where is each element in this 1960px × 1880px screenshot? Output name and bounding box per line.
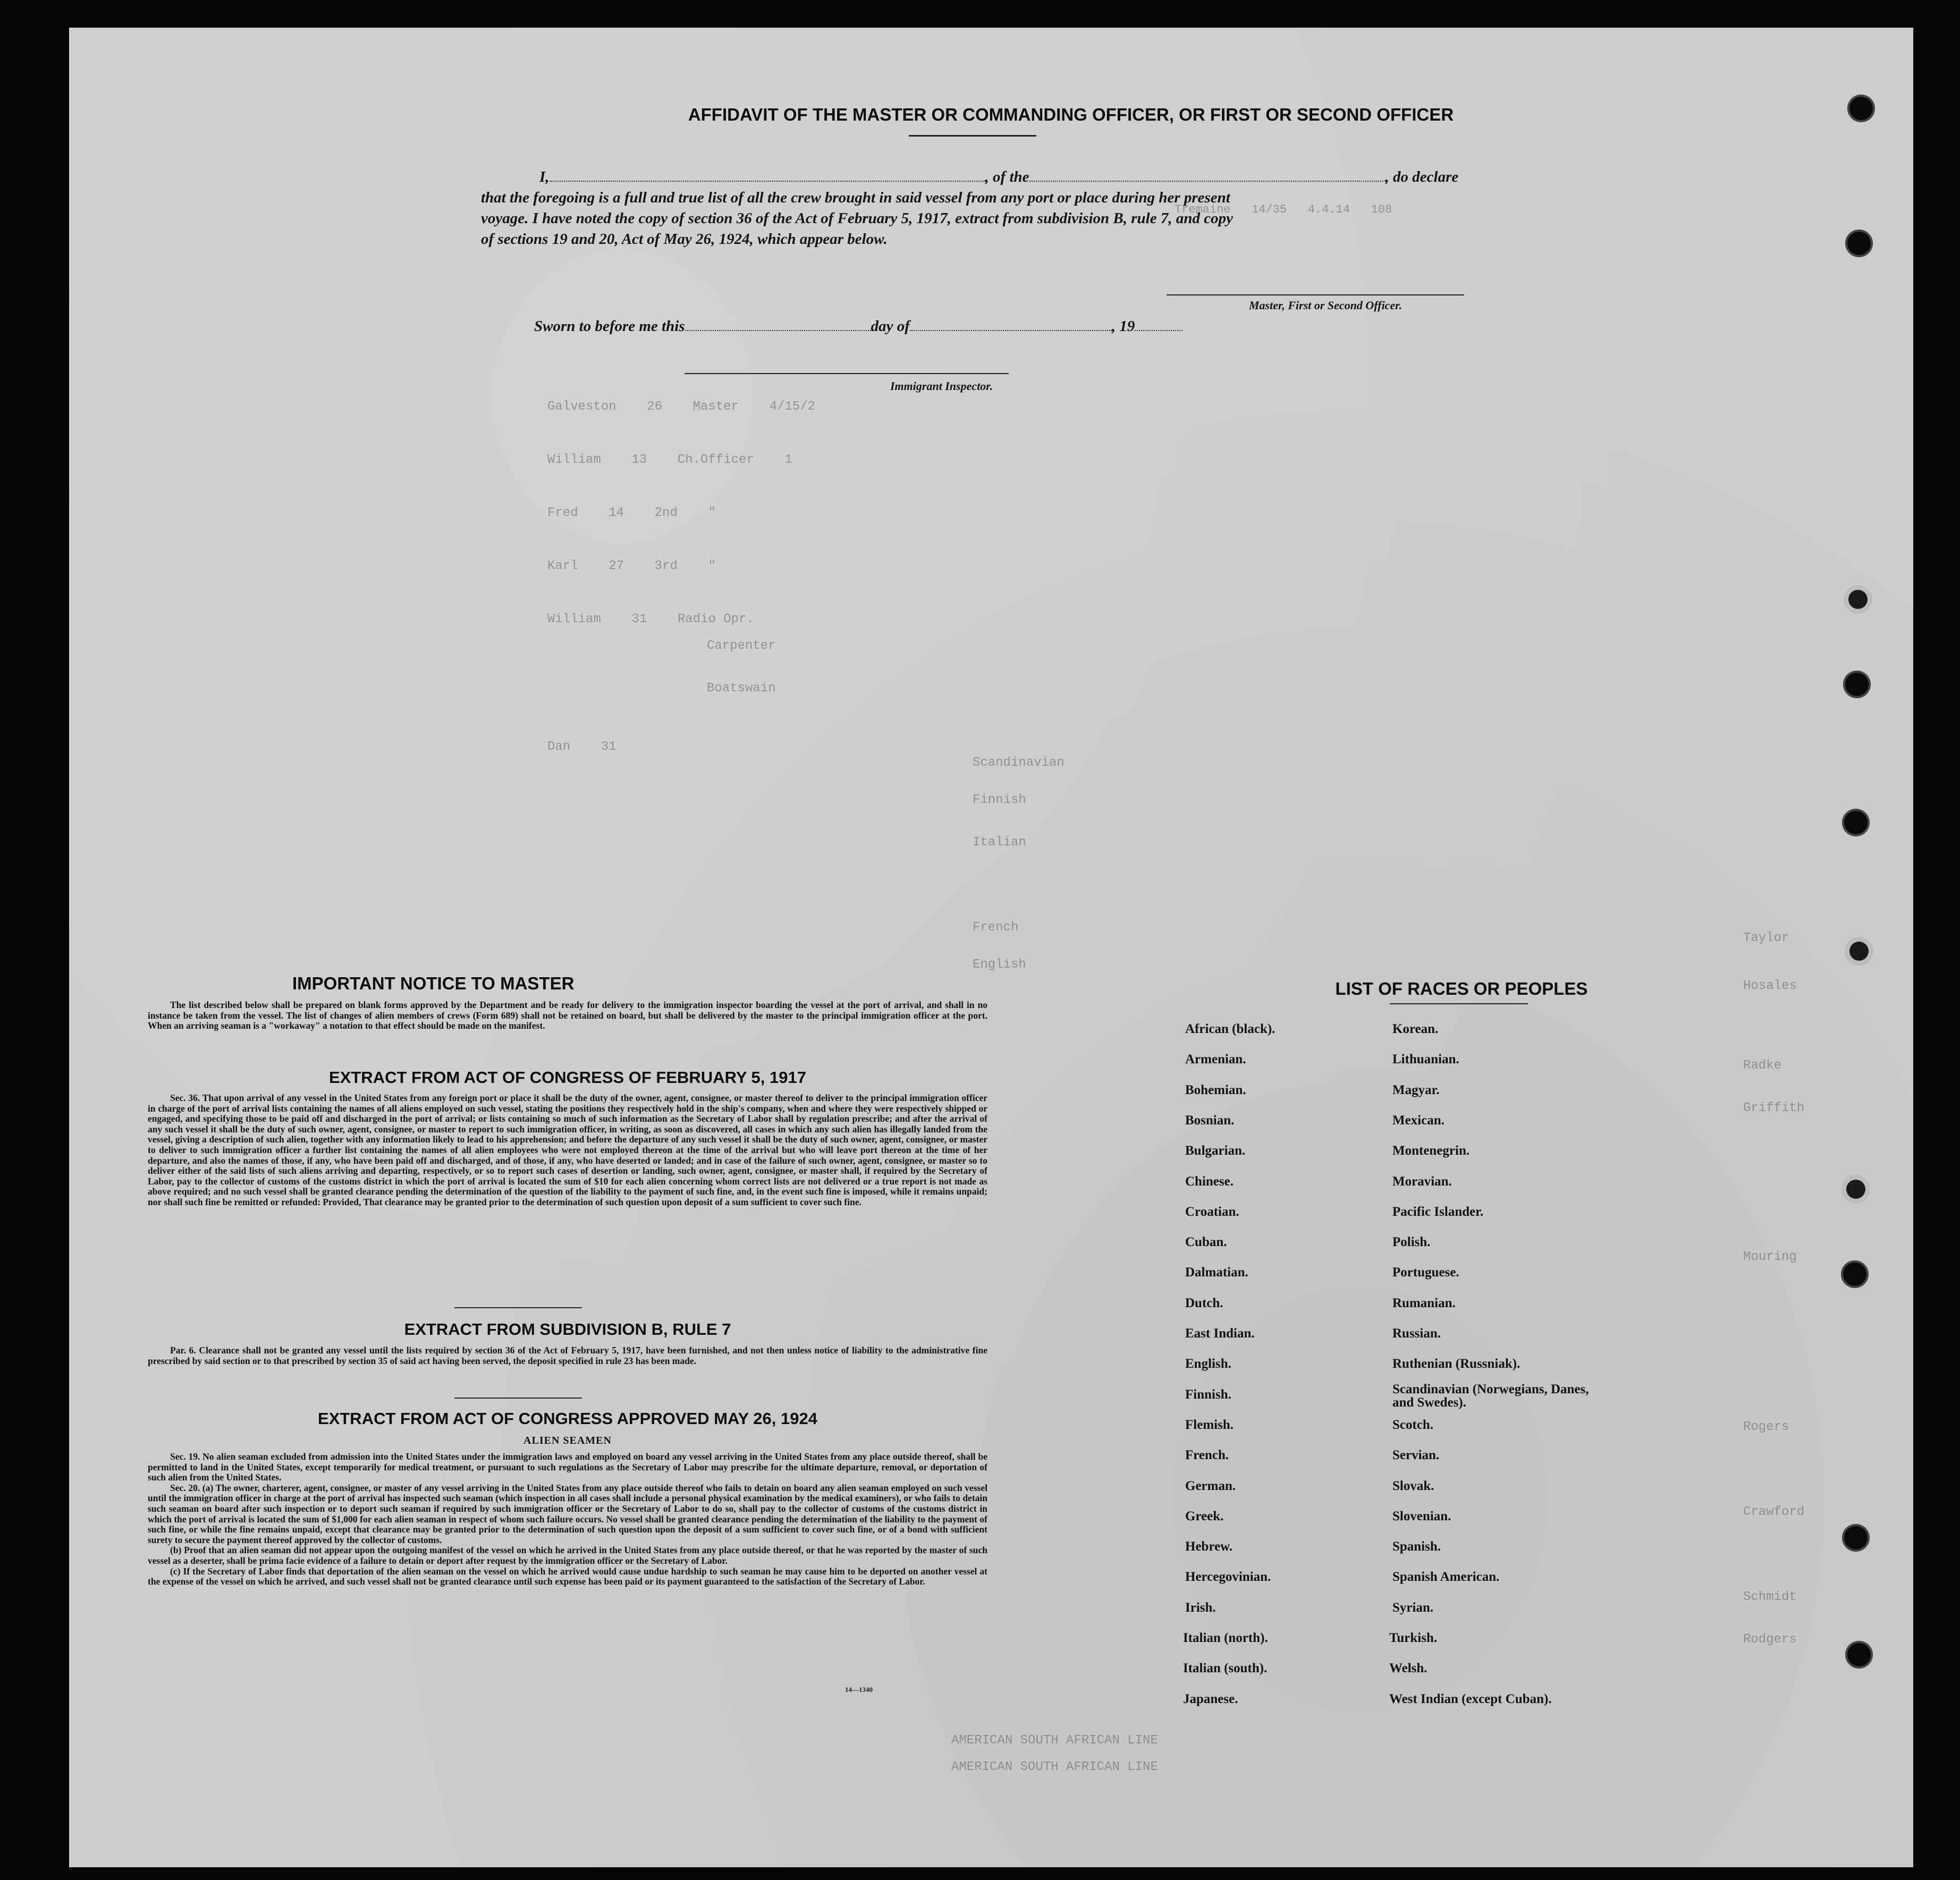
binder-hole-icon [1844, 586, 1872, 613]
race-item: Turkish. [1389, 1631, 1438, 1645]
race-item: Bulgarian. [1185, 1144, 1246, 1158]
extract-1917-text: Sec. 36. That upon arrival of any vessel in the United States from any foreign port or place it shall be the duty of the owner, agent, consignee, or master thereof to deliver to the principal immigration officer in charge of the port of arrival lists containing the names of all aliens employed on such vessel, stating the positions they respectively hold in the ship's company, when and where they were respectively shipped or engaged, and specifying those to be paid off and discharged in the port of arrival; or lists containing so much of such information as the Secretary of Labor shall by regulation prescribe; and after the arrival of any such vessel it shall be the duty of such owner, agent, consignee, or master to report to such immigration officer, in writing, as soon as discovered, all cases in which any such alien has illegally landed from the vessel, giving a description of such alien, together with any information likely to lead to his apprehension; and before the departure of any such vessel it shall be the duty of such owner, agent, consignee, or master to deliver to such immigration officer a further list containing the names of all alien employees who were not employed thereon at the time of the arrival but who will leave port thereon at the time of her departure, and also the names of those, if any, who have been paid off and discharged, and of those, if any, who have deserted or landed; and in case of the failure of such owner, agent, consignee, or master so to deliver either of the said lists of such aliens arriving and departing, respectively, or so to report such cases of desertion or landing, such owner, agent, consignee, or master shall, if required by the Secretary of Labor, pay to the collector of customs of the customs district in which the port of arrival is located the sum of $10 for each alien concerning whom correct lists are not delivered or a true report is not made as above required; and no such vessel shall be granted clearance pending the determination of the question of the liability to the payment of such fine, and, in the event such fine is imposed, while it remains unpaid; nor shall such fine be remitted or refunded: Provided, That clearance may be granted prior to the determination of such question upon deposit of a sum sufficient to cover such fine. [148, 1093, 987, 1207]
race-item: Rumanian. [1392, 1295, 1456, 1310]
declaration-line [481, 167, 1576, 188]
race-item: Mexican. [1392, 1113, 1444, 1128]
race-item: Scandinavian (Norwegians, Danes, and Swedes). [1392, 1382, 1589, 1410]
declaration-line-4: of sections 19 and 20, Act of May 26, 1924, which appear below. [481, 231, 888, 248]
binder-hole-icon [1841, 1260, 1869, 1288]
binder-hole-icon [1842, 1175, 1870, 1203]
races-title: LIST OF RACES OR PEOPLES [1335, 979, 1588, 998]
race-item: West Indian (except Cuban). [1389, 1691, 1552, 1706]
race-item: Syrian. [1392, 1600, 1434, 1615]
sec-20a-text: Sec. 20. (a) The owner, charterer, agent, consignee, or master of any vessel arriving in the United States from any place outside thereof who fails to detain on board any alien seaman employed on such vessel until the immigration officer in charge at the port of arrival has inspected such seaman (which inspection in all cases shall include a personal physical examination by the medical examiners), or who fails to detain such seaman on board after such inspection or to deport such seaman if required by such immigration officer or the Secretary of Labor to do so, shall pay to the collector of customs of the customs district in which the port of arrival is located the sum of $1,000 for each alien seaman in respect of whom such failure occurs. No vessel shall be granted clearance pending the determination of the liability to the payment of such fine, or while the fine remains unpaid, except that clearance may be granted prior to the determination of such question upon the deposit of a sum sufficient to cover such fine, or of a bond with sufficient surety to secure the payment thereof approved by the collector of customs. [148, 1482, 987, 1545]
race-item: East Indian. [1185, 1326, 1255, 1341]
race-item: Bosnian. [1185, 1113, 1235, 1128]
race-item: Slovenian. [1392, 1509, 1451, 1523]
section-rule [454, 1398, 582, 1399]
year-blank [1135, 330, 1182, 331]
binder-hole-icon [1845, 230, 1873, 257]
day-blank [685, 330, 871, 331]
binder-hole-icon [1845, 937, 1873, 965]
race-item: Ruthenian (Russniak). [1392, 1357, 1520, 1371]
race-item: Dutch. [1185, 1295, 1223, 1310]
alien-seamen-heading: ALIEN SEAMEN [523, 1435, 612, 1446]
race-item: Russian. [1392, 1326, 1441, 1341]
race-item: Greek. [1185, 1509, 1224, 1523]
i-label: I, [539, 168, 550, 185]
master-signature-label: Master, First or Second Officer. [1249, 299, 1403, 312]
race-item: Servian. [1392, 1448, 1440, 1463]
section-rule [454, 1307, 582, 1308]
sworn-line [534, 316, 1182, 337]
race-item: French. [1185, 1448, 1229, 1463]
race-item: Hebrew. [1185, 1539, 1233, 1554]
name-blank [550, 181, 985, 182]
race-item: Welsh. [1389, 1661, 1427, 1676]
race-item: Portuguese. [1392, 1265, 1459, 1280]
race-item: Irish. [1185, 1600, 1216, 1615]
master-signature-line [1167, 294, 1464, 295]
binder-hole-icon [1845, 1641, 1873, 1669]
document-page: Tremaine 14/35 4.4.14 108 Galveston 26 Master 4/15/2 William 13 Ch.Officer 1 Fred 14 2nd " Karl 27 3rd " William 31 Radio Opr. Carpenter Boatswain Dan 31 Scandinavian Finnish Italian French English Taylor Hosales Radke Griffith Mouring Rogers Crawford Schmidt Rodgers AMERICAN SOUTH AFRICAN LINE AMERICAN SOUTH AFRICAN LINE AFFIDAVIT OF THE MASTER OR COMMANDING OFFICER, OR FIRST OR SECOND OFFICER I, , of the , do declare that the foregoing is a full and true list of all the crew brought in said vessel from any port or place during her present voyage. I have noted the copy of section 36 of the Act of February 5, 1917, extract from subdivision B, rule 7, and copy of sections 19 and 20, Act of May 26, 1924, which appear below. Master, First or Second Officer. Sworn to before me this day of , 19 Immigrant Inspector. IMPORTANT NOTICE TO MASTER The list described below shall be prepared on blank forms approved by the Department and be ready for delivery to the immigration inspector boarding the vessel at the port of arrival, and shall in no instance be taken from the vessel. The list of changes of alien members of crews (Form 689) shall not be retained on board, but shall be delivered by the master to the principal immigration officer at the port. When an arriving seaman is a "workaway" a notation to that effect should be made on the manifest. EXTRACT FROM ACT OF CONGRESS OF FEBRUARY 5, 1917 Sec. 36. That upon arrival of any vessel in the United States from any foreign port or place it shall be the duty of the owner, agent, consignee, or master thereof to deliver to the principal immigration officer in charge of the port of arrival lists containing the names of all aliens employed on such vessel, stating the positions they respectively hold in the ship's company, when and where they were respectively shipped or engaged, and specifying those to be paid off and discharged in the port of arrival; or lists containing so much of such information as the Secretary of Labor shall by regulation prescribe; and after the arrival of any such vessel it shall be the duty of such owner, agent, consignee, or master to report to such immigration officer, in writing, as soon as discovered, all cases in which any such alien has illegally landed from the vessel, giving a description of such alien, together with any information likely to lead to his apprehension; and before the departure of any such vessel it shall be the duty of such owner, agent, consignee, or master to deliver to such immigration officer a further list containing the names of all alien employees who were not employed thereon at the time of the arrival but who will leave port thereon at the time of her departure, and also the names of those, if any, who have been paid off and discharged, and of those, if any, who have deserted or landed; and in case of the failure of such owner, agent, consignee, or master so to deliver either of the said lists of such aliens arriving and departing, respectively, or so to report such cases of desertion or landing, such owner, agent, consignee, or master shall, if required by the Secretary of Labor, pay to the collector of customs of the customs district in which the port of arrival is located the sum of $10 for each alien concerning whom correct lists are not delivered or a true report is not made as above required; and no such vessel shall be granted clearance pending the determination of the question of the liability to the payment of such fine, and, in the event such fine is imposed, while it remains unpaid; nor shall such fine be remitted or refunded: Provided, That clearance may be granted prior to the determination of such question upon deposit of a sum sufficient to cover such fine. EXTRACT FROM SUBDIVISION B, RULE 7 Par. 6. Clearance shall not be granted any vessel until the lists required by section 36 of the Act of February 5, 1917, have been furnished, and not then unless notice of liability to the administrative fine prescribed by said section or to that prescribed by section 35 of said act having been served, the deposit specified in rule 23 has been made. EXTRACT FROM ACT OF CONGRESS APPROVED MAY 26, 1924 ALIEN SEAMEN Sec. 19. No alien seaman excluded from admission into the United States under the immigration laws and employed on board any vessel arriving in the United States from any place outside thereof, shall be permitted to land in the United States, except temporarily for medical treatment, or pursuant to such regulations as the Secretary of Labor may prescribe for the ultimate departure, removal, or deportation of such alien from the United States. Sec. 20. (a) The owner, charterer, agent, consignee, or master of any vessel arriving in the United States from any place outside thereof who fails to detain on board any alien seaman employed on such vessel until the immigration officer in charge at the port of arrival has inspected such seaman (which inspection in all cases shall include a personal physical examination by the medical examiners), or who fails to detain such seaman on board after such inspection or to deport such seaman if required by such immigration officer or the Secretary of Labor to do so, shall pay to the collector of customs of the customs district in which the port of arrival is located the sum of $1,000 for each alien seaman in respect of whom such failure occurs. No vessel shall be granted clearance pending the determination of the liability to the payment of such fine, or while the fine remains unpaid, except that clearance may be granted prior to the determination of such question upon the deposit of a sum sufficient to cover such fine, or of a bond with sufficient surety to secure the payment thereof approved by the collector of customs. (b) Proof that an alien seaman did not appear upon the outgoing manifest of the vessel on which he arrived in the United States from any place outside thereof, or that he was reported by the master of such vessel as a deserter, shall be prima facie evidence of a failure to detain or deport after request by the immigration officer or the Secretary of Labor. (c) If the Secretary of Labor finds that deportation of the alien seaman on the vessel on which he arrived would cause undue hardship to such seaman he may cause him to be deported on another vessel at the expense of the vessel on which he arrived, and such vessel shall not be granted clearance until such expense has been paid or its payment guaranteed to the satisfaction of the Secretary of Labor. 14—1340 LIST OF RACES OR PEOPLES African (black). Armenian. Bohemian. Bosnian. Bulgarian. Chinese. Croatian. Cuban. Dalmatian. Dutch. East Indian. English. Finnish. Flemish. French. German. Greek. Hebrew. Hercegovinian. Irish. Italian (north). Italian (south). Japanese. Korean. Lithuanian. Magyar. Mexican. Montenegrin. Moravian. Pacific Islander. Polish. Portuguese. Rumanian. Russian. Ruthenian (Russniak). Scandinavian (Norwegians, Danes, and Swedes). Scotch. Servian. Slovak. Slovenian. Spanish. Spanish American. Syrian. Turkish. Welsh. West Indian (except Cuban). [69, 28, 1913, 1867]
binder-hole-icon [1842, 809, 1870, 836]
inspector-signature-line [685, 373, 1009, 374]
race-item: Finnish. [1185, 1387, 1231, 1402]
race-item: Pacific Islander. [1392, 1204, 1484, 1219]
inspector-signature-label: Immigrant Inspector. [890, 379, 993, 393]
race-item: Italian (south). [1183, 1661, 1268, 1676]
notice-title: IMPORTANT NOTICE TO MASTER [292, 973, 575, 993]
race-item: Moravian. [1392, 1174, 1452, 1189]
year-label: , 19 [1111, 318, 1135, 335]
race-item: Lithuanian. [1392, 1052, 1459, 1067]
form-number: 14—1340 [845, 1686, 873, 1693]
declaration-line-3: voyage. I have noted the copy of section 36 of the Act of February 5, 1917, extract from subdivision B, rule 7, and copy [481, 210, 1233, 227]
extract-1924-body [148, 1452, 987, 1587]
race-item: Scotch. [1392, 1417, 1434, 1432]
title-rule [909, 135, 1036, 137]
race-item: Montenegrin. [1392, 1144, 1470, 1158]
day-of-label: day of [871, 318, 910, 335]
notice-text: The list described below shall be prepared on blank forms approved by the Department and be ready for delivery to the immigration inspector boarding the vessel at the port of arrival, and shall in no instance be taken from the vessel. The list of changes of alien members of crews (Form 689) shall not be retained on board, but shall be delivered by the master to the principal immigration officer at the port. When an arriving seaman is a "workaway" a notation to that effect should be made on the manifest. [148, 1000, 987, 1031]
race-item: Spanish American. [1392, 1570, 1500, 1585]
race-item: Italian (north). [1183, 1631, 1268, 1645]
race-item: Magyar. [1392, 1082, 1440, 1097]
race-item: Armenian. [1185, 1052, 1246, 1067]
affidavit-title: AFFIDAVIT OF THE MASTER OR COMMANDING OFFICER, OR FIRST OR SECOND OFFICER [688, 105, 1454, 124]
extract-1924-title: EXTRACT FROM ACT OF CONGRESS APPROVED MAY 26, 1924 [318, 1409, 817, 1428]
race-item: Flemish. [1185, 1417, 1234, 1432]
binder-hole-icon [1842, 1524, 1870, 1552]
sec-20b-text: (b) Proof that an alien seaman did not appear upon the outgoing manifest of the vessel on which he arrived in the United States from any place outside thereof, or that he was reported by the master of such vessel as a deserter, shall be prima facie evidence of a failure to detain or deport after request by the immigration officer or the Secretary of Labor. [148, 1545, 987, 1566]
race-item: Slovak. [1392, 1478, 1434, 1493]
race-item: Chinese. [1185, 1174, 1234, 1189]
of-the-label: , of the [985, 168, 1029, 185]
sec-19-text: Sec. 19. No alien seaman excluded from admission into the United States under the immigration laws and employed on board any vessel arriving in the United States from any place outside thereof, shall be permitted to land in the United States, except temporarily for medical treatment, or pursuant to such regulations as the Secretary of Labor may prescribe for the ultimate departure, removal, or deportation of such alien from the United States. [148, 1451, 987, 1483]
race-item: Bohemian. [1185, 1082, 1246, 1097]
subdivision-b-text: Par. 6. Clearance shall not be granted any vessel until the lists required by section 36 of the Act of February 5, 1917, have been furnished, and not then unless notice of liability to the administrative fine prescribed by said section or to that prescribed by section 35 of said act having been served, the deposit specified in rule 23 has been made. [148, 1345, 987, 1366]
races-title-rule [1390, 1003, 1528, 1004]
affidavit-body [481, 167, 1576, 250]
do-declare-label: , do declare [1385, 168, 1459, 185]
race-item: English. [1185, 1357, 1231, 1371]
sworn-label: Sworn to before me this [534, 318, 685, 335]
race-item: Cuban. [1185, 1235, 1227, 1250]
vessel-blank [1029, 181, 1385, 182]
race-item: Polish. [1392, 1235, 1431, 1250]
extract-1917-title: EXTRACT FROM ACT OF CONGRESS OF FEBRUARY 5, 1917 [329, 1068, 806, 1087]
race-item: Hercegovinian. [1185, 1570, 1271, 1585]
sec-20c-text: (c) If the Secretary of Labor finds that deportation of the alien seaman on the vessel on which he arrived would cause undue hardship to such seaman he may cause him to be deported on another vessel at the expense of the vessel on which he arrived, and such vessel shall not be granted clearance until such expense has been paid or its payment guaranteed to the satisfaction of the Secretary of Labor. [148, 1565, 987, 1587]
race-item: Japanese. [1183, 1691, 1238, 1706]
month-blank [910, 330, 1112, 331]
race-item: Spanish. [1392, 1539, 1441, 1554]
race-item: Korean. [1392, 1022, 1439, 1036]
race-item: Dalmatian. [1185, 1265, 1248, 1280]
declaration-line-2: that the foregoing is a full and true list of all the crew brought in said vessel from any port or place during her present [481, 189, 1230, 207]
binder-hole-icon [1847, 95, 1875, 122]
race-item: German. [1185, 1478, 1236, 1493]
race-item: Croatian. [1185, 1204, 1239, 1219]
binder-hole-icon [1843, 671, 1871, 698]
subdivision-b-title: EXTRACT FROM SUBDIVISION B, RULE 7 [404, 1320, 731, 1339]
race-item: African (black). [1185, 1022, 1275, 1036]
